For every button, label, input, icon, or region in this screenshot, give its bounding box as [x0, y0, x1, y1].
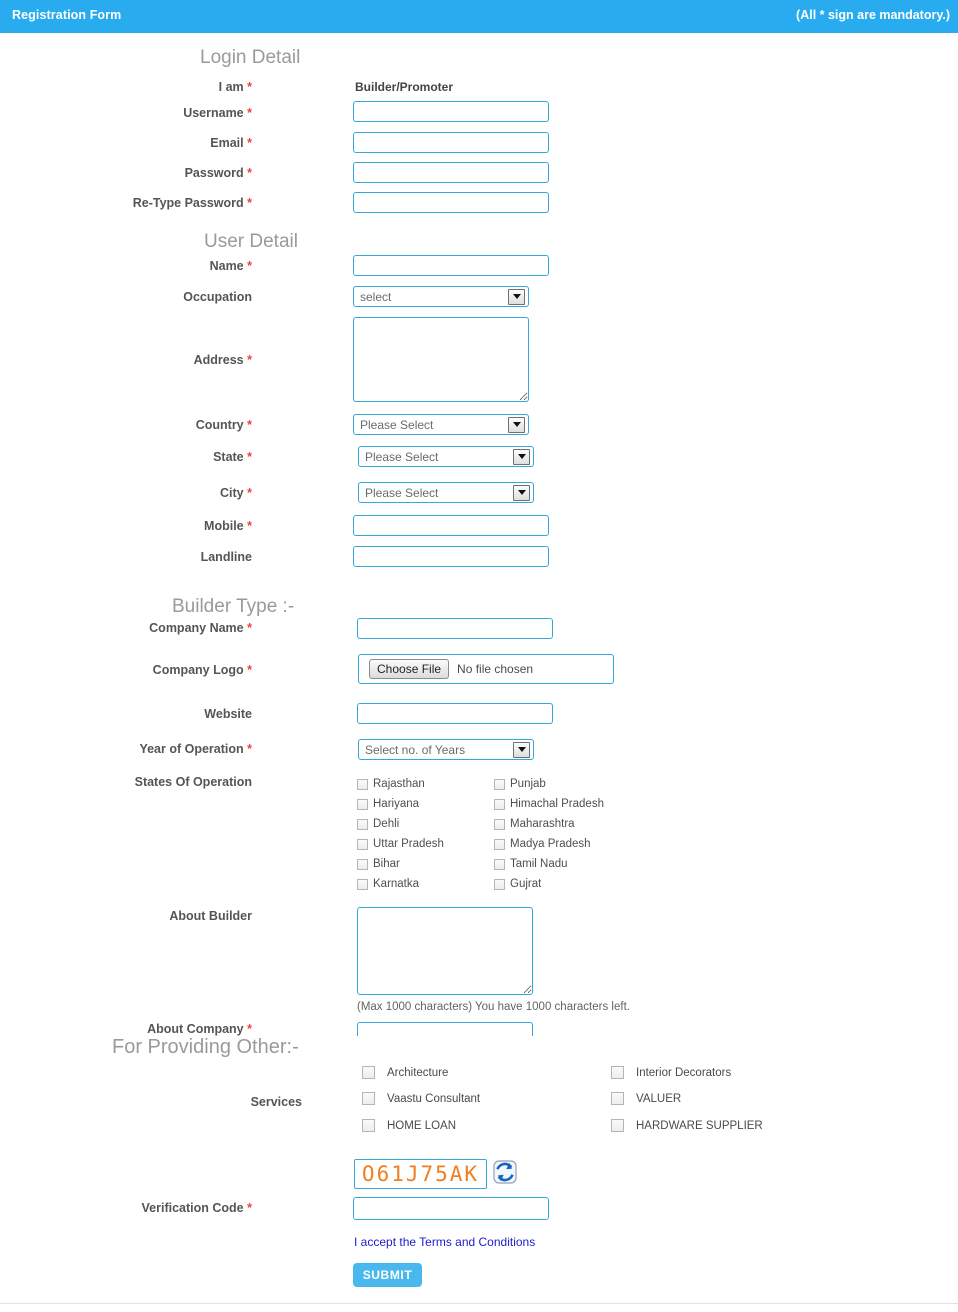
label-year-of-operation: Year of Operation *	[139, 742, 252, 756]
checkbox-icon	[494, 779, 505, 790]
choose-file-button[interactable]: Choose File	[369, 659, 449, 679]
about-builder-textarea[interactable]	[357, 907, 533, 995]
checkbox-icon	[494, 859, 505, 870]
section-title-builder-type: Builder Type :-	[172, 596, 295, 617]
label-landline: Landline	[200, 550, 252, 564]
checkbox-state-madya-pradesh[interactable]	[494, 838, 591, 850]
mobile-input[interactable]	[353, 515, 549, 536]
checkbox-state-gujrat[interactable]	[494, 878, 541, 890]
state-select-value: Please Select	[365, 449, 439, 464]
checkbox-icon	[494, 819, 505, 830]
checkbox-icon	[357, 859, 368, 870]
checkbox-state-rajasthan[interactable]	[357, 778, 425, 790]
checkbox-state-punjab[interactable]	[494, 778, 546, 790]
file-chosen-text: No file chosen	[457, 662, 534, 676]
checkbox-icon	[362, 1066, 375, 1079]
checkbox-label: Vaastu Consultant	[387, 1092, 481, 1105]
checkbox-label: Karnatka	[373, 878, 420, 890]
section-title-login-detail: Login Detail	[200, 47, 301, 68]
label-mobile: Mobile *	[204, 519, 252, 533]
checkbox-service-valuer[interactable]	[611, 1092, 681, 1105]
checkbox-label: Bihar	[373, 858, 400, 870]
checkbox-icon	[357, 799, 368, 810]
chevron-down-icon	[513, 485, 530, 501]
checkbox-state-dehli[interactable]	[357, 818, 399, 830]
checkbox-icon	[357, 839, 368, 850]
checkbox-label: Dehli	[373, 818, 400, 830]
label-email: Email *	[210, 136, 252, 150]
password-input[interactable]	[353, 162, 549, 183]
email-input[interactable]	[353, 132, 549, 153]
username-input[interactable]	[353, 101, 549, 122]
label-state: State *	[213, 450, 252, 464]
checkbox-service-vaastu-consultant[interactable]	[362, 1092, 480, 1105]
chevron-down-icon	[508, 417, 525, 433]
label-password: Password *	[184, 166, 252, 180]
address-textarea[interactable]	[353, 317, 529, 402]
checkbox-label: Maharashtra	[510, 818, 575, 830]
checkbox-state-karnatka[interactable]	[357, 878, 419, 890]
city-select-value: Please Select	[365, 485, 439, 500]
checkbox-icon	[357, 879, 368, 890]
checkbox-icon	[357, 779, 368, 790]
country-select-value: Please Select	[360, 417, 434, 432]
verification-code-input[interactable]	[353, 1197, 549, 1220]
occupation-select-value: select	[360, 289, 392, 304]
checkbox-label: Gujrat	[510, 878, 542, 890]
checkbox-service-hardware-supplier[interactable]	[611, 1119, 763, 1132]
company-logo-file-input[interactable]	[358, 654, 614, 684]
checkbox-label: Himachal Pradesh	[510, 798, 604, 810]
terms-and-conditions-link[interactable]: I accept the Terms and Conditions	[354, 1235, 536, 1249]
checkbox-icon	[494, 839, 505, 850]
state-select[interactable]	[358, 446, 534, 467]
page-title: Registration Form	[12, 8, 122, 22]
captcha-image	[354, 1159, 487, 1189]
checkbox-icon	[611, 1066, 624, 1079]
landline-input[interactable]	[353, 546, 549, 567]
website-input[interactable]	[357, 703, 553, 724]
bottom-divider	[0, 1303, 958, 1304]
label-i-am: I am *	[218, 80, 252, 94]
checkbox-label: Rajasthan	[373, 778, 425, 790]
section-title-user-detail: User Detail	[204, 231, 298, 252]
checkbox-icon	[362, 1092, 375, 1105]
label-name: Name *	[209, 259, 252, 273]
checkbox-service-architecture[interactable]	[362, 1066, 448, 1079]
checkbox-label: VALUER	[636, 1092, 682, 1105]
checkbox-label: Madya Pradesh	[510, 838, 591, 850]
submit-button[interactable]: SUBMIT	[353, 1263, 422, 1287]
checkbox-state-himachal-pradesh[interactable]	[494, 798, 604, 810]
year-of-operation-value: Select no. of Years	[365, 742, 466, 757]
checkbox-label: HARDWARE SUPPLIER	[636, 1119, 763, 1132]
country-select[interactable]	[353, 414, 529, 435]
label-country: Country *	[195, 418, 252, 432]
label-username: Username *	[183, 106, 252, 120]
checkbox-icon	[611, 1092, 624, 1105]
label-about-company: About Company *	[147, 1022, 252, 1036]
checkbox-state-hariyana[interactable]	[357, 798, 419, 810]
checkbox-state-uttar-pradesh[interactable]	[357, 838, 444, 850]
checkbox-icon	[494, 799, 505, 810]
label-company-name: Company Name *	[149, 621, 252, 635]
label-website: Website	[204, 707, 252, 721]
city-select[interactable]	[358, 482, 534, 503]
page-header	[0, 0, 958, 33]
label-verification-code: Verification Code *	[141, 1201, 252, 1215]
value-i-am: Builder/Promoter	[355, 80, 454, 94]
chevron-down-icon	[513, 449, 530, 465]
retype-password-input[interactable]	[353, 192, 549, 213]
checkbox-state-bihar[interactable]	[357, 858, 400, 870]
chevron-down-icon	[513, 742, 530, 758]
label-about-builder: About Builder	[169, 909, 252, 923]
label-city: City *	[220, 486, 252, 500]
checkbox-label: Hariyana	[373, 798, 420, 810]
mandatory-note: (All * sign are mandatory.)	[796, 8, 950, 22]
occupation-select[interactable]	[353, 286, 529, 307]
checkbox-service-interior-decorators[interactable]	[611, 1066, 731, 1079]
checkbox-label: Punjab	[510, 778, 546, 790]
name-input[interactable]	[353, 255, 549, 276]
year-of-operation-select[interactable]	[358, 739, 534, 760]
checkbox-label: Tamil Nadu	[510, 858, 568, 870]
checkbox-icon	[494, 879, 505, 890]
label-services: Services	[250, 1095, 302, 1109]
checkbox-label: Interior Decorators	[636, 1066, 732, 1079]
about-builder-char-hint: (Max 1000 characters) You have 1000 characters left.	[357, 1001, 630, 1013]
checkbox-state-tamil-nadu[interactable]	[494, 858, 568, 870]
checkbox-icon	[357, 819, 368, 830]
refresh-icon[interactable]	[493, 1160, 517, 1184]
chevron-down-icon	[508, 289, 525, 305]
label-company-logo: Company Logo *	[152, 663, 252, 677]
checkbox-service-home-loan[interactable]	[362, 1119, 456, 1132]
label-states-of-operation: States Of Operation	[134, 775, 252, 789]
label-retype-password: Re-Type Password *	[132, 196, 252, 210]
checkbox-label: HOME LOAN	[387, 1119, 457, 1132]
section-title-providing-other: For Providing Other:-	[112, 1036, 299, 1058]
checkbox-label: Uttar Pradesh	[373, 838, 444, 850]
captcha-text: O61J75AK	[361, 1162, 480, 1186]
checkbox-state-maharashtra[interactable]	[494, 818, 575, 830]
checkbox-icon	[611, 1119, 624, 1132]
checkbox-icon	[362, 1119, 375, 1132]
checkbox-label: Architecture	[387, 1066, 449, 1079]
label-address: Address *	[193, 353, 252, 367]
label-occupation: Occupation	[183, 290, 252, 304]
company-name-input[interactable]	[357, 618, 553, 639]
